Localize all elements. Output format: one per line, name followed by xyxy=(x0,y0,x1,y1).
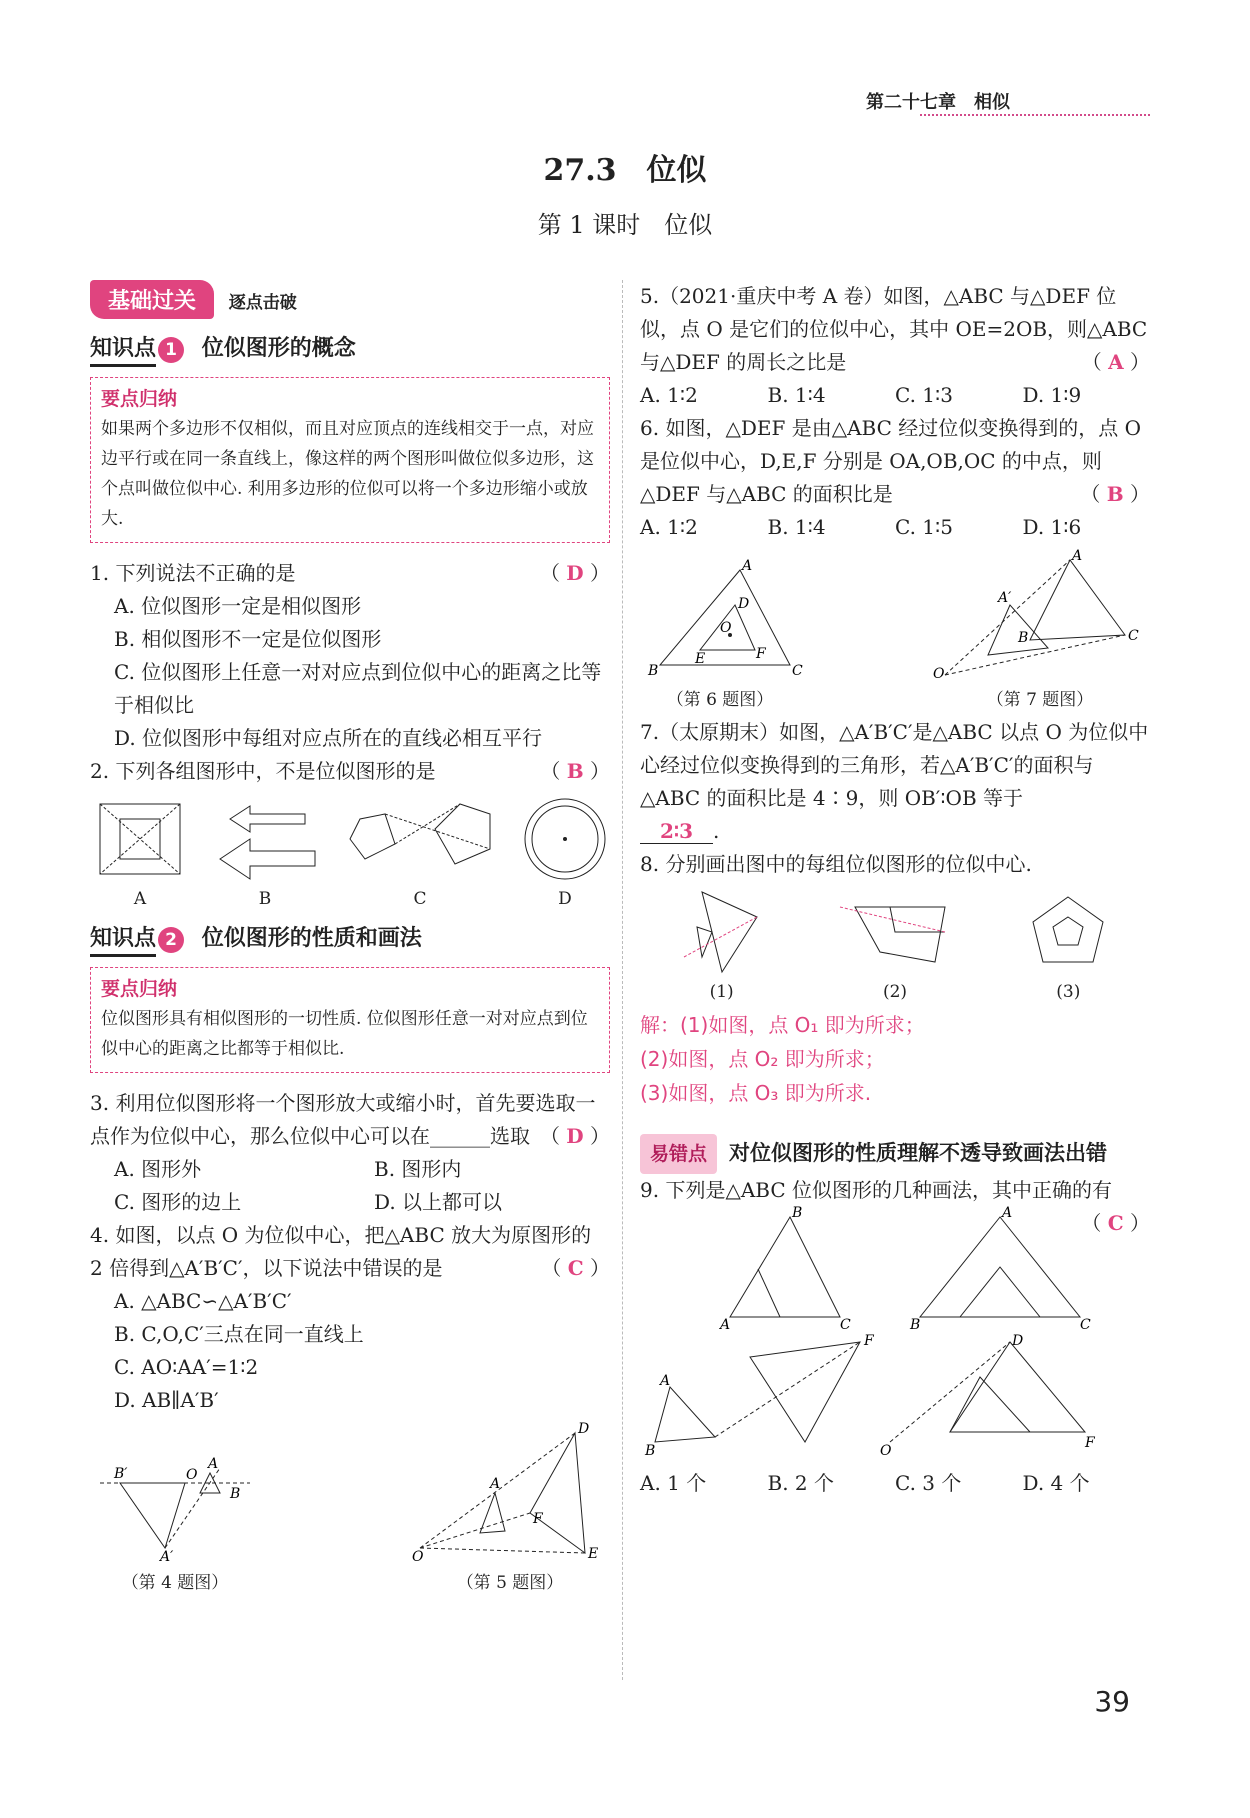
left-column xyxy=(90,280,610,1599)
figure-label: (1) xyxy=(709,982,734,1002)
box-title: 要点归纳 xyxy=(101,388,178,410)
answer: A xyxy=(1108,350,1124,374)
svg-text:B: B xyxy=(230,1486,241,1502)
q9-diagram-2 xyxy=(880,1207,1120,1337)
q9-figures xyxy=(640,1205,1095,1467)
svg-text:C: C xyxy=(840,1317,851,1333)
svg-text:O: O xyxy=(933,666,945,682)
option: C. 图形的边上 xyxy=(114,1190,242,1214)
option: C. 1∶5 xyxy=(895,515,953,539)
svg-text:D: D xyxy=(578,1421,590,1437)
pentagons-figure xyxy=(340,794,500,884)
concentric-circles-figure xyxy=(520,794,610,884)
figure-label: C xyxy=(413,889,427,909)
svg-text:B: B xyxy=(910,1317,921,1333)
answer: C xyxy=(1107,1211,1124,1235)
chapter-header: 第二十七章 相似 xyxy=(866,92,1010,113)
question-1 xyxy=(90,557,610,755)
question-2 xyxy=(90,755,610,788)
box-text: 如果两个多边形不仅相似，而且对应顶点的连线相交于一点，对应边平行或在同一条直线上，像这样的两个图形叫做位似多边形，这个点叫做位似中心. 利用多边形的位似可以将一个多边形缩小或放大. xyxy=(101,419,594,529)
figure-label: B xyxy=(258,889,272,909)
svg-text:A′: A′ xyxy=(998,590,1012,606)
svg-text:O: O xyxy=(720,620,732,636)
section-title: 27.3 位似 xyxy=(543,153,707,188)
header-rule xyxy=(920,114,1150,116)
figure-q8-2 xyxy=(835,887,955,1002)
option: A. 1∶2 xyxy=(640,515,698,539)
option: D. 位似图形中每组对应点所在的直线必相互平行 xyxy=(114,726,543,750)
lesson-subtitle: 第 1 课时 位似 xyxy=(537,211,713,239)
option: A. △ABC∽△A′B′C′ xyxy=(114,1289,292,1313)
svg-text:O: O xyxy=(186,1467,198,1483)
box-title: 要点归纳 xyxy=(101,978,178,1000)
q5-diagram xyxy=(410,1423,610,1563)
q6-q7-figures xyxy=(640,550,1150,710)
q2-figures xyxy=(90,794,610,909)
svg-text:B: B xyxy=(792,1205,803,1221)
figure-q8-3 xyxy=(1018,887,1118,1002)
option: A. 1 个 xyxy=(640,1471,707,1495)
right-column xyxy=(640,280,1150,1500)
answer-paren: （ B ） xyxy=(1080,482,1150,506)
svg-text:C: C xyxy=(1080,1317,1091,1333)
svg-text:B: B xyxy=(645,1443,656,1459)
svg-text:B: B xyxy=(648,663,659,679)
figure-q7 xyxy=(930,550,1150,710)
option: D. 1∶6 xyxy=(1022,515,1082,539)
option: A. 1∶2 xyxy=(640,383,698,407)
answer: B xyxy=(566,759,584,783)
figure-caption: （第 4 题图） xyxy=(121,1573,229,1593)
option: B. 1∶4 xyxy=(767,515,826,539)
figure-label: (3) xyxy=(1056,982,1081,1002)
question-stem: 6. 如图，△DEF 是由△ABC 经过位似变换得到的，点 O 是位似中心，D,E,F 分别是 OA,OB,OC 的中点，则△DEF 与△ABC 的面积比是 xyxy=(640,416,1141,506)
option: D. 以上都可以 xyxy=(374,1190,503,1214)
svg-text:B: B xyxy=(1018,630,1029,646)
svg-text:D: D xyxy=(738,596,750,612)
svg-text:O: O xyxy=(880,1443,892,1459)
svg-text:F: F xyxy=(1085,1435,1095,1451)
knowledge-point-label: 知识点 xyxy=(90,921,156,957)
option: C. AO∶AA′=1∶2 xyxy=(114,1355,259,1379)
option: B. 图形内 xyxy=(374,1157,462,1181)
option: D. AB∥A′B′ xyxy=(114,1388,219,1412)
svg-text:E: E xyxy=(588,1546,599,1562)
nested-squares-figure xyxy=(90,794,190,884)
knowledge-point-title: 位似图形的性质和画法 xyxy=(201,926,422,951)
figure-label: A xyxy=(133,889,147,909)
answer-paren: （ D ） xyxy=(539,1124,610,1148)
option: B. 1∶4 xyxy=(767,383,826,407)
question-stem: 5.（2021·重庆中考 A 卷）如图，△ABC 与△DEF 位似，点 O 是它们的位似中心，其中 OE=2OB，则△ABC 与△DEF 的周长之比是 xyxy=(640,284,1148,374)
q8-3-diagram xyxy=(1018,887,1118,977)
question-9 xyxy=(640,1174,1150,1235)
key-points-box-1 xyxy=(90,377,610,543)
svg-text:A: A xyxy=(208,1456,219,1472)
svg-text:A: A xyxy=(720,1317,731,1333)
question-stem: 8. 分别画出图中的每组位似图形的位似中心. xyxy=(640,852,1032,876)
figure-caption: （第 6 题图） xyxy=(666,690,774,710)
question-stem: 2. 下列各组图形中，不是位似图形的是 xyxy=(90,759,436,783)
q4-diagram xyxy=(90,1453,260,1563)
knowledge-point-label: 知识点 xyxy=(90,331,156,367)
svg-text:A′: A′ xyxy=(160,1549,174,1565)
knowledge-point-title: 位似图形的概念 xyxy=(201,336,356,361)
svg-text:F: F xyxy=(533,1511,543,1527)
error-tag: 易错点 xyxy=(640,1134,717,1174)
option: B. C,O,C′三点在同一直线上 xyxy=(114,1322,364,1346)
q9-diagram-4 xyxy=(880,1333,1120,1467)
question-3 xyxy=(90,1087,610,1219)
key-points-box-2 xyxy=(90,967,610,1073)
svg-text:A: A xyxy=(1002,1205,1013,1221)
banner-subtitle: 逐点击破 xyxy=(228,293,297,313)
answer-paren: （ C ） xyxy=(1081,1211,1150,1235)
question-4 xyxy=(90,1219,610,1417)
answer: D xyxy=(566,561,584,585)
section-banner: 基础过关 xyxy=(90,280,214,319)
answer-paren: （ B ） xyxy=(540,759,610,783)
question-8 xyxy=(640,848,1150,881)
figure-q4 xyxy=(90,1453,260,1593)
figure-q6 xyxy=(640,558,803,710)
option: A. 位似图形一定是相似图形 xyxy=(114,594,362,618)
svg-text:O: O xyxy=(412,1549,424,1565)
question-stem: 4. 如图，以点 O 为位似中心，把△ABC 放大为原图形的 2 倍得到△A′B′C′，以下说法中错误的是 xyxy=(90,1223,592,1280)
answer-paren: （ D ） xyxy=(539,561,610,585)
svg-text:B′: B′ xyxy=(114,1466,128,1482)
svg-text:C: C xyxy=(1128,628,1139,644)
answer: C xyxy=(567,1256,584,1280)
svg-text:A: A xyxy=(660,1373,671,1389)
answer-paren: （ C ） xyxy=(541,1256,610,1280)
q6-diagram xyxy=(640,558,803,680)
svg-text:A: A xyxy=(742,558,753,574)
q4-q5-figures xyxy=(90,1423,610,1593)
common-error-heading xyxy=(640,1134,1150,1174)
option: C. 位似图形上任意一对对应点到位似中心的距离之比等于相似比 xyxy=(114,660,602,717)
figure-a xyxy=(90,794,190,909)
q7-diagram xyxy=(930,550,1150,680)
knowledge-point-2 xyxy=(90,921,610,957)
svg-text:E: E xyxy=(695,651,706,667)
banner-row xyxy=(90,280,610,319)
column-divider xyxy=(622,280,623,1680)
svg-text:A: A xyxy=(490,1476,501,1492)
knowledge-point-1 xyxy=(90,331,610,367)
svg-text:D: D xyxy=(1012,1333,1024,1349)
solution-line: (2)如图，点 O₂ 即为所求； xyxy=(640,1047,885,1071)
option: D. 4 个 xyxy=(1022,1471,1090,1495)
option: D. 1∶9 xyxy=(1022,383,1082,407)
option: C. 3 个 xyxy=(895,1471,962,1495)
svg-text:C: C xyxy=(792,663,803,679)
q8-figures xyxy=(640,887,1150,1002)
figure-caption: （第 7 题图） xyxy=(986,690,1094,710)
error-title: 对位似图形的性质理解不透导致画法出错 xyxy=(729,1141,1108,1165)
solution-line: 解：(1)如图，点 O₁ 即为所求； xyxy=(640,1013,925,1037)
page-number: 39 xyxy=(1094,1685,1130,1718)
option: C. 1∶3 xyxy=(895,383,953,407)
solution-line: (3)如图，点 O₃ 即为所求. xyxy=(640,1081,872,1105)
figure-label: (2) xyxy=(882,982,908,1002)
knowledge-point-number: 1 xyxy=(158,337,184,363)
option: B. 2 个 xyxy=(767,1471,834,1495)
q8-2-diagram xyxy=(835,887,955,977)
figure-d xyxy=(520,794,610,909)
knowledge-point-number: 2 xyxy=(158,927,184,953)
answer: 2∶3 xyxy=(640,819,713,844)
question-5 xyxy=(640,280,1150,412)
answer-paren: （ A ） xyxy=(1081,350,1150,374)
q9-diagram-3 xyxy=(640,1333,880,1467)
question-stem: 7.（太原期末）如图，△A′B′C′是△ABC 以点 O 为位似中心经过位似变换得到的三角形，若△A′B′C′的面积与△ABC 的面积比是 4∶9，则 OB′∶OB 等于 xyxy=(640,720,1149,810)
svg-text:A: A xyxy=(1072,548,1083,564)
question-7: 7.（太原期末）如图，△A′B′C′是△ABC 以点 O 为位似中心经过位似变换得到的三角形，若△A′B′C′的面积与△ABC 的面积比是 4∶9，则 OB′∶OB 等于 2∶3 . xyxy=(640,716,1150,848)
figure-q8-1 xyxy=(672,887,772,1002)
svg-text:F: F xyxy=(756,646,766,662)
q8-1-diagram xyxy=(672,887,772,977)
answer: D xyxy=(566,1124,584,1148)
option: B. 相似图形不一定是位似图形 xyxy=(114,627,382,651)
arrows-figure xyxy=(210,794,320,884)
question-stem: 1. 下列说法不正确的是 xyxy=(90,561,296,585)
q9-diagram-1 xyxy=(640,1207,880,1337)
figure-label: D xyxy=(558,889,572,909)
figure-caption: （第 5 题图） xyxy=(456,1573,564,1593)
question-stem: 9. 下列是△ABC 位似图形的几种画法，其中正确的有 xyxy=(640,1178,1112,1202)
question-stem: 3. 利用位似图形将一个图形放大或缩小时，首先要选取一点作为位似中心，那么位似中心可以在______选取 xyxy=(90,1091,596,1148)
box-text: 位似图形具有相似图形的一切性质. 位似图形任意一对对应点到位似中心的距离之比都等于相似比. xyxy=(101,1009,588,1059)
solution-8 xyxy=(640,1008,1150,1110)
option: A. 图形外 xyxy=(114,1157,202,1181)
answer: B xyxy=(1106,482,1124,506)
figure-c xyxy=(340,794,500,909)
q9-options xyxy=(640,1467,1150,1500)
figure-b xyxy=(210,794,320,909)
question-6 xyxy=(640,412,1150,544)
svg-text:F: F xyxy=(864,1333,874,1349)
figure-q5 xyxy=(410,1423,610,1593)
